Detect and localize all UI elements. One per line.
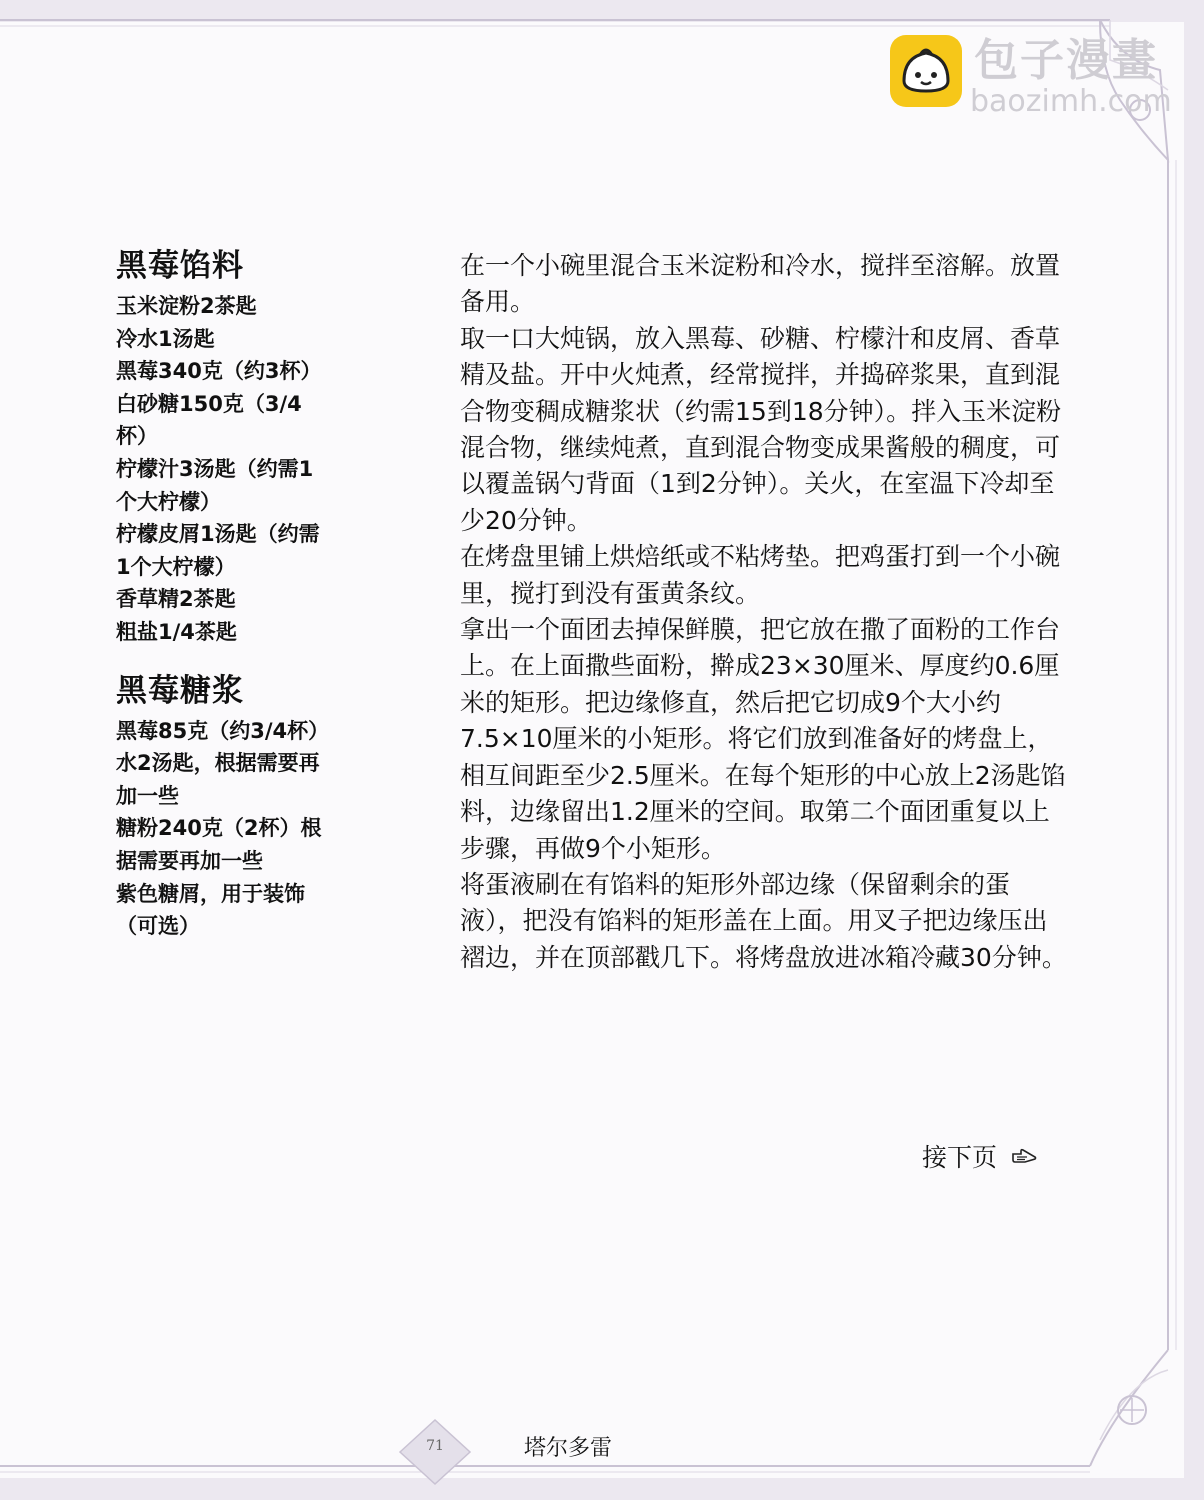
ingredient-item: （可选）	[116, 914, 200, 939]
watermark	[890, 35, 1190, 119]
ingredient-item: 加一些	[116, 783, 179, 808]
syrup-ingredient-list	[116, 715, 376, 943]
ingredient-item: 杯）	[116, 424, 158, 449]
ingredient-item: 黑莓340克（约3杯）	[116, 359, 322, 384]
ingredient-item: 柠檬汁3汤匙（约需1	[116, 456, 314, 481]
instruction-step: 取一口大炖锅，放入黑莓、砂糖、柠檬汁和皮屑、香草精及盐。开中火炖煮，经常搅拌，并捣碎浆果，直到混合物变稠成糖浆状（约需15到18分钟）。拌入玉米淀粉混合物，继续炖煮，直到混合物变成果酱般的稠度，可以覆盖锅勺背面（1到2分钟）。关火，在室温下冷却至少20分钟。	[460, 323, 1062, 535]
ingredient-item: 紫色糖屑，用于装饰	[116, 881, 305, 906]
instruction-step: 拿出一个面团去掉保鲜膜，把它放在撒了面粉的工作台上。在上面撒些面粉，擀成23×30厘米、厚度约0.6厘米的矩形。把边缘修直，然后把它切成9个大小约7.5×10厘米的小矩形。将它们放到准备好的烤盘上，相互间距至少2.5厘米。在每个矩形的中心放上2汤匙馅料，边缘留出1.2厘米的空间。取第二个面团重复以上步骤，再做9个小矩形。	[460, 615, 1066, 863]
ingredient-item: 1个大柠檬）	[116, 554, 236, 579]
ingredient-item: 黑莓85克（约3/4杯）	[116, 718, 330, 743]
watermark-url: baozimh.com	[970, 84, 1172, 119]
page-number: 71	[426, 1438, 444, 1454]
instruction-step: 在一个小碗里混合玉米淀粉和冷水，搅拌至溶解。放置备用。	[460, 251, 1061, 317]
instruction-step: 将蛋液刷在有馅料的矩形外部边缘（保留剩余的蛋液），把没有馅料的矩形盖在上面。用叉子把边缘压出褶边，并在顶部戳几下。将烤盘放进冰箱冷藏30分钟。	[460, 869, 1067, 972]
ingredient-item: 冷水1汤匙	[116, 326, 215, 351]
ingredient-item: 个大柠檬）	[116, 489, 221, 514]
syrup-title: 黑莓糖浆	[116, 672, 244, 709]
ingredient-item: 水2汤匙，根据需要再	[116, 751, 320, 776]
ingredient-item: 据需要再加一些	[116, 848, 263, 873]
ingredient-item: 粗盐1/4茶匙	[116, 619, 237, 644]
ingredient-item: 柠檬皮屑1汤匙（约需	[116, 522, 320, 547]
watermark-title: 包子漫畫	[974, 35, 1158, 86]
instructions-column	[460, 248, 1070, 976]
filling-title: 黑莓馅料	[116, 248, 244, 284]
filling-ingredient-list	[116, 290, 376, 649]
book-title: 塔尔多雷	[524, 1436, 613, 1461]
ingredient-item: 香草精2茶匙	[116, 587, 236, 612]
bun-logo-icon	[890, 35, 962, 107]
ingredient-item: 玉米淀粉2茶匙	[116, 294, 257, 318]
instruction-step: 在烤盘里铺上烘焙纸或不粘烤垫。把鸡蛋打到一个小碗里，搅打到没有蛋黄条纹。	[460, 542, 1061, 608]
pointing-hand-icon	[1011, 1148, 1037, 1168]
next-page-link[interactable]	[922, 1140, 1037, 1176]
ingredient-item: 糖粉240克（2杯）根	[116, 816, 322, 841]
ingredients-column	[116, 246, 376, 943]
next-page-label: 接下页	[922, 1143, 998, 1172]
ingredient-item: 白砂糖150克（3/4	[116, 391, 302, 416]
